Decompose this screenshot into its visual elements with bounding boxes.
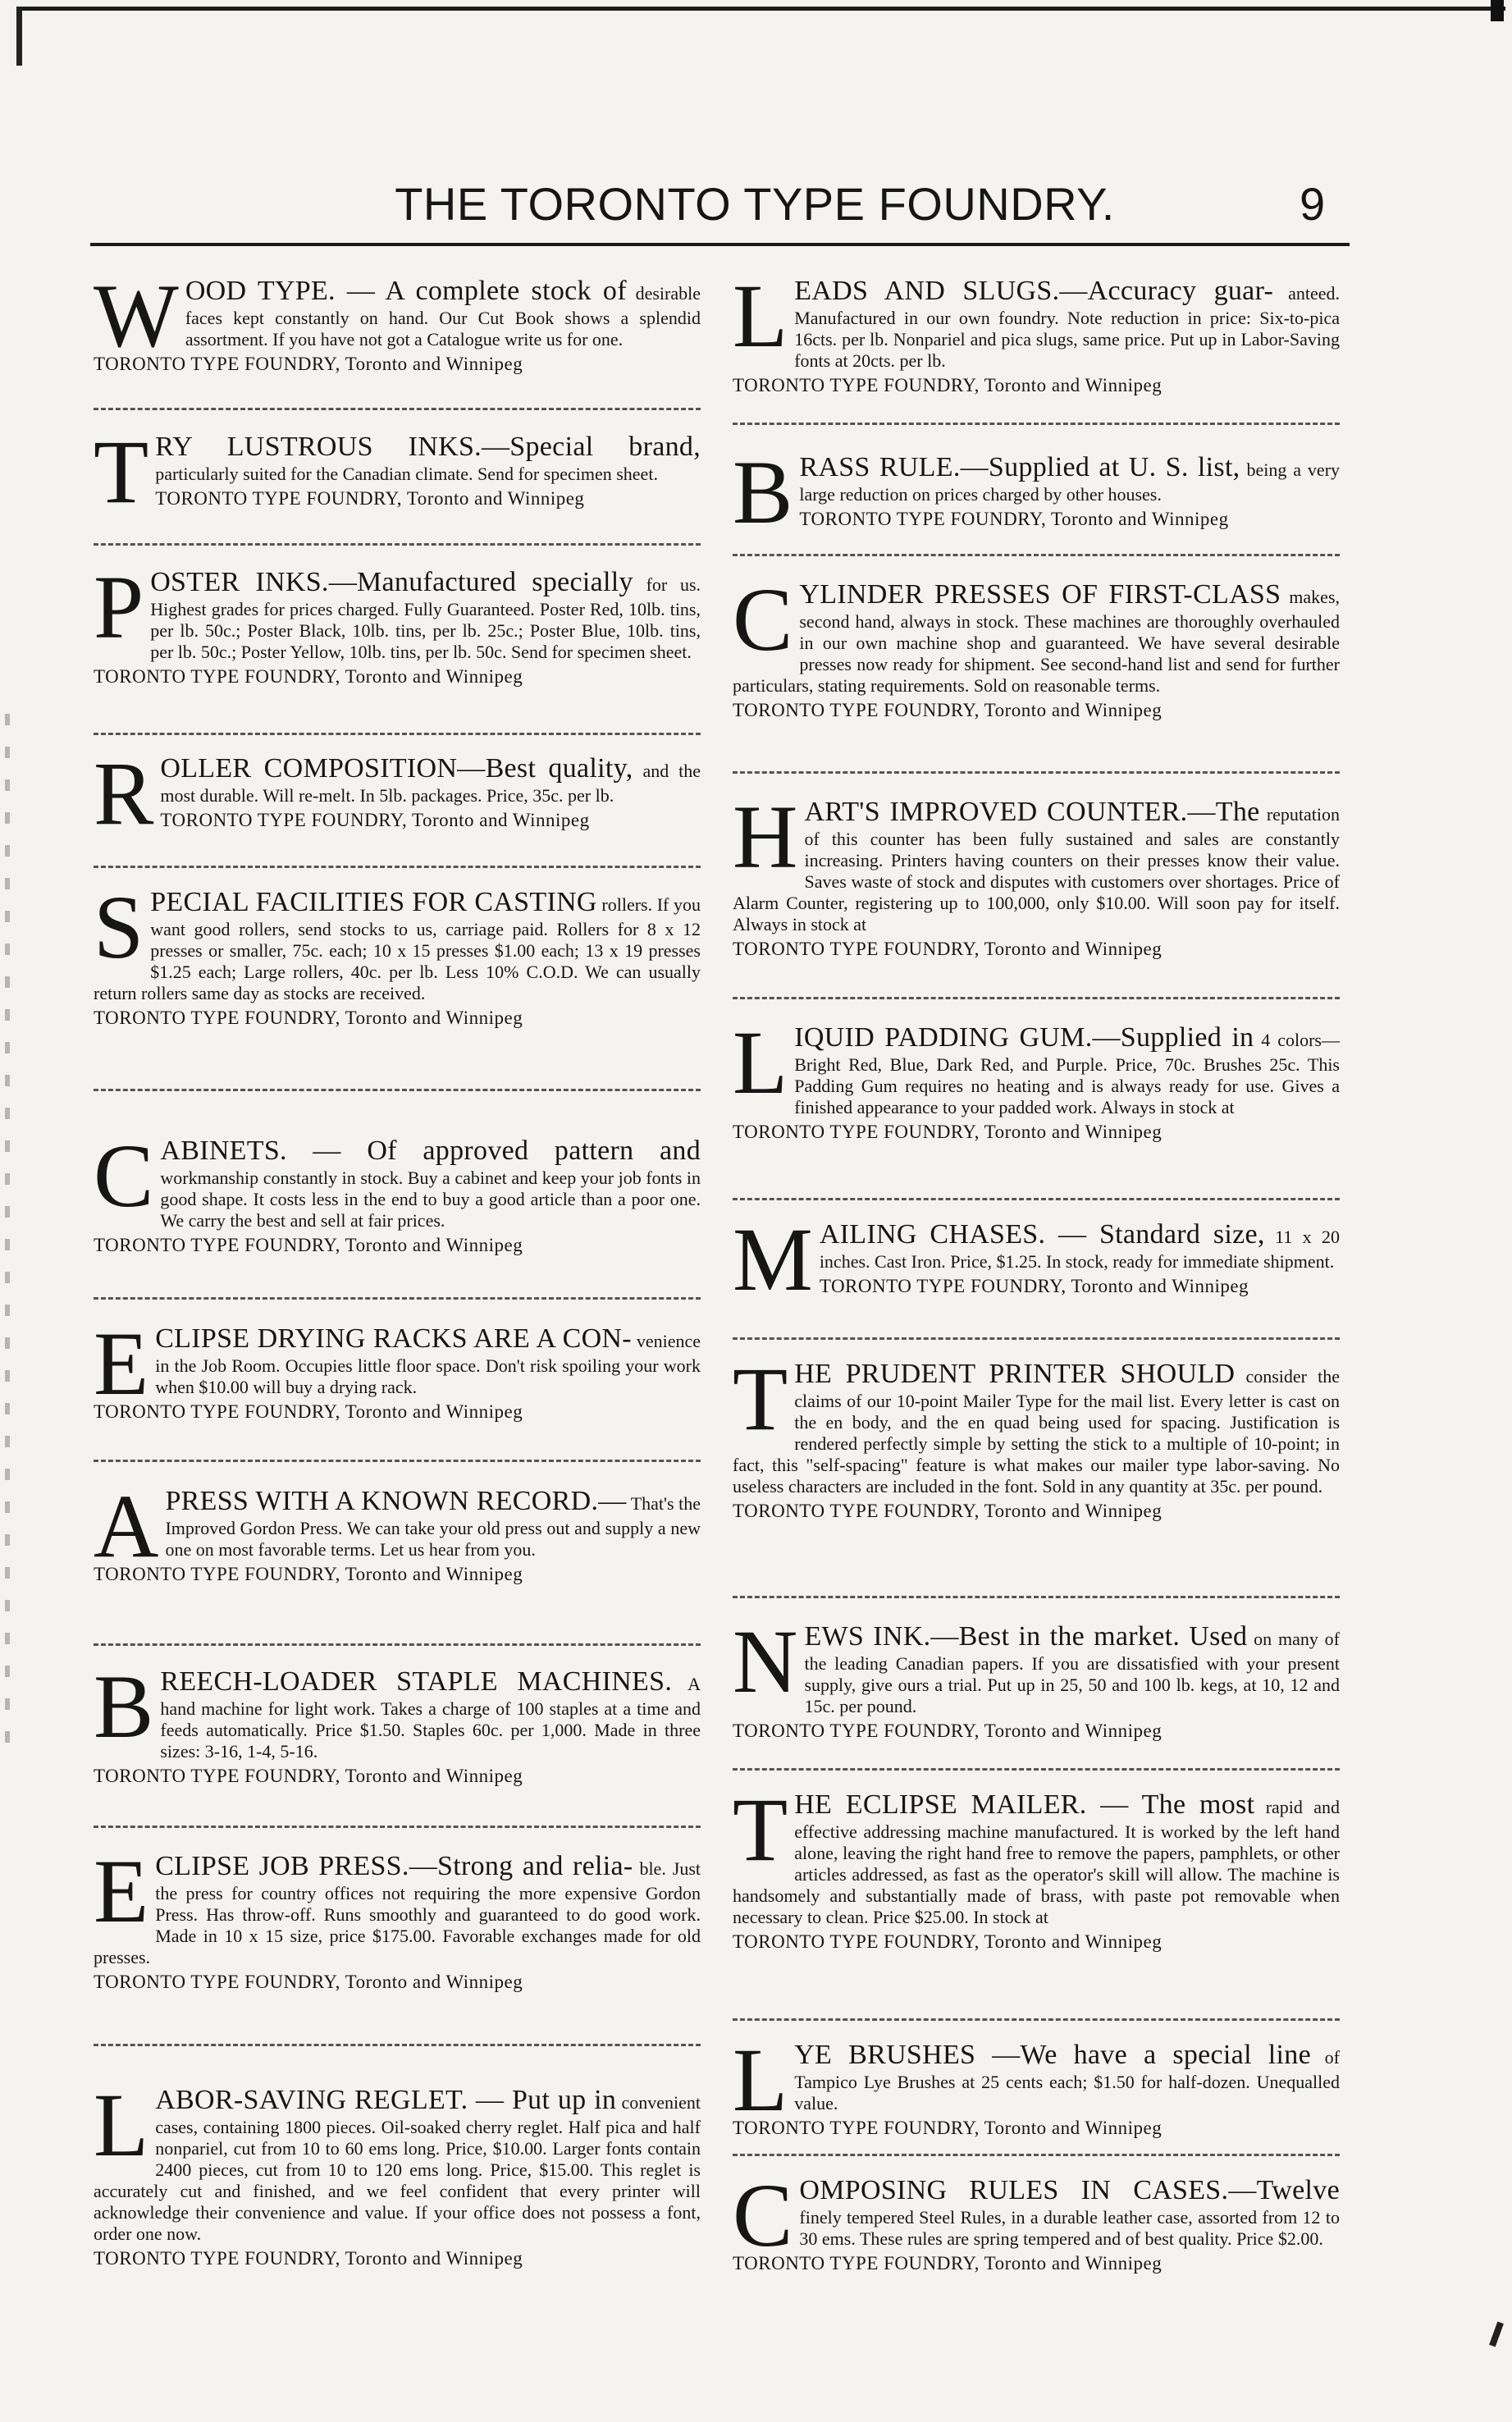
drop-cap: B <box>733 442 793 542</box>
ad-heading: YLINDER PRESSES OF FIRST-CLASS <box>799 579 1281 610</box>
ad-eclipse-mailer <box>733 1780 1341 1953</box>
ad-divider <box>94 408 701 410</box>
ad-known-record-press <box>94 1476 701 1585</box>
ad-signature: TORONTO TYPE FOUNDRY, Toronto and Winnipeg <box>94 1234 523 1255</box>
ad-heading: YE BRUSHES —We have a special line <box>794 2040 1311 2070</box>
ad-divider <box>94 2044 701 2046</box>
ad-cabinets <box>94 1126 701 1256</box>
ad-divider <box>94 1460 701 1462</box>
ad-heading: RASS RULE.—Supplied at U. S. list, <box>799 452 1240 482</box>
ad-eclipse-job-press <box>94 1841 701 1993</box>
ad-divider <box>733 1596 1340 1598</box>
top-border-rule <box>16 7 1505 11</box>
ad-signature: TORONTO TYPE FOUNDRY, Toronto and Winnipeg <box>733 938 1163 959</box>
ad-signature: TORONTO TYPE FOUNDRY, Toronto and Winnipeg <box>733 1931 1163 1952</box>
drop-cap: P <box>94 557 144 657</box>
ad-liquid-padding-gum <box>733 1012 1340 1143</box>
ad-text: A hand machine for light work. Takes a charge of 100 staples at a time and feeds automatically. Price $1.50. Staples 60c. per 1,000. Made in three sizes: 3-16, 1-4, 5-16. <box>160 1674 701 1762</box>
drop-cap: T <box>94 422 149 522</box>
ad-signature: TORONTO TYPE FOUNDRY, Toronto and Winnipeg <box>819 1276 1249 1297</box>
ad-signature: TORONTO TYPE FOUNDRY, Toronto and Winnipeg <box>94 665 523 687</box>
ad-divider <box>733 1198 1340 1200</box>
ad-divider <box>733 771 1340 774</box>
ad-casting-facilities <box>94 877 701 1029</box>
drop-cap: L <box>733 1012 788 1113</box>
ad-signature: TORONTO TYPE FOUNDRY, Toronto and Winnipeg <box>733 2253 1163 2274</box>
top-border-end-mark <box>1491 0 1504 21</box>
ad-divider <box>94 733 701 735</box>
ad-signature: TORONTO TYPE FOUNDRY, Toronto and Winnipeg <box>94 1765 523 1786</box>
drop-cap: A <box>94 1476 159 1576</box>
ad-signature: TORONTO TYPE FOUNDRY, Toronto and Winnipeg <box>733 1500 1163 1521</box>
ad-signature: TORONTO TYPE FOUNDRY, Toronto and Winnipeg <box>94 354 523 375</box>
ad-heading: HE PRUDENT PRINTER SHOULD <box>794 1359 1236 1389</box>
ad-text: workmanship constantly in stock. Buy a cabinet and keep your job fonts in good shape. It costs less in the end to buy a good article than a poor one. We carry the best and sell at fair prices. <box>160 1168 701 1232</box>
drop-cap: N <box>733 1611 798 1711</box>
ad-leads-and-slugs <box>733 266 1341 396</box>
ad-signature: TORONTO TYPE FOUNDRY, Toronto and Winnipeg <box>799 509 1229 530</box>
ad-text: convenient cases, containing 1800 pieces. Oil-soaked cherry reglet. Half pica and half nonpariel, cut from 10 to 60 ems long. Price, $10.00. Larger fonts contain 2400 pieces, cut from 10 to 120 ems long. Price, $15.00. This reglet is accurately cut and finished, and we feel confident that every printer will acknowledge their convenience and value. If your office does not possess a font, order one now. <box>94 2092 701 2244</box>
ad-roller-composition <box>94 743 701 843</box>
ad-heading: CLIPSE DRYING RACKS ARE A CON- <box>155 1323 632 1354</box>
ad-heading: RY LUSTROUS INKS.—Special brand, <box>155 432 701 462</box>
ad-divider <box>94 866 701 868</box>
drop-cap: T <box>733 1780 788 1880</box>
ad-signature: TORONTO TYPE FOUNDRY, Toronto and Winnipeg <box>155 488 585 510</box>
margin-speck-right <box>1489 2322 1504 2347</box>
ad-composing-rules <box>733 2165 1340 2274</box>
ad-poster-inks <box>94 557 701 688</box>
ad-divider <box>94 1643 701 1646</box>
ad-signature: TORONTO TYPE FOUNDRY, Toronto and Winnipeg <box>160 810 590 831</box>
ad-signature: TORONTO TYPE FOUNDRY, Toronto and Winnipeg <box>733 2118 1163 2139</box>
header-rule <box>90 243 1350 246</box>
ad-signature: TORONTO TYPE FOUNDRY, Toronto and Winnipeg <box>94 1971 523 1992</box>
ad-heading: ABINETS. — Of approved pattern and <box>160 1136 701 1166</box>
drop-cap: C <box>94 1126 154 1226</box>
ad-text: anteed. Manufactured in our own foundry. Note reduction in price: Six-to-pica 16cts. per lb. Nonpariel and pica slugs, same price. Put up in Labor-Saving fonts at 20cts. per lb. <box>794 283 1341 372</box>
ad-text: 4 colors—Bright Red, Blue, Dark Red, and Purple. Price, 70c. Brushes 25c. This Padding Gum requires no heating and is always ready for use. Gives a finished appearance to your padded work. Always in stock at <box>794 1030 1340 1118</box>
ad-signature: TORONTO TYPE FOUNDRY, Toronto and Winnipeg <box>733 374 1163 395</box>
drop-cap: T <box>733 1349 788 1449</box>
ad-lustrous-inks <box>94 422 701 522</box>
ad-prudent-printer <box>733 1349 1341 1522</box>
ad-text: 11 x 20 inches. Cast Iron. Price, $1.25. In stock, ready for immediate shipment. <box>819 1227 1341 1273</box>
ad-signature: TORONTO TYPE FOUNDRY, Toronto and Winnipeg <box>94 1401 523 1423</box>
drop-cap: C <box>733 569 793 669</box>
ad-divider <box>733 1337 1340 1340</box>
ad-heading: HE ECLIPSE MAILER. — The most <box>794 1789 1255 1820</box>
ad-signature: TORONTO TYPE FOUNDRY, Toronto and Winnipeg <box>94 1007 523 1028</box>
drop-cap: R <box>94 743 154 843</box>
drop-cap: M <box>733 1209 813 1309</box>
ad-text: for us. Highest grades for prices charged. Fully Guaranteed. Poster Red, 10lb. tins, per lb. 50c.; Poster Black, 10lb. tins, per lb. 25c.; Poster Blue, 10lb. tins, per lb. 50c.; Poster Yellow, 10lb. tins, per lb. 50c. Send for specimen sheet. <box>150 574 701 663</box>
ad-labor-saving-reglet <box>94 2075 701 2269</box>
ad-lye-brushes <box>733 2030 1340 2139</box>
ad-heading: PECIAL FACILITIES FOR CASTING <box>150 887 597 917</box>
ad-text: particularly suited for the Canadian climate. Send for specimen sheet. <box>155 464 658 485</box>
ad-heading: OLLER COMPOSITION—Best quality, <box>160 753 633 784</box>
ad-signature: TORONTO TYPE FOUNDRY, Toronto and Winnipeg <box>733 1121 1163 1142</box>
page-number: 9 <box>1300 178 1326 230</box>
margin-specks <box>5 714 10 1748</box>
ad-heading: ABOR-SAVING REGLET. — Put up in <box>155 2085 617 2115</box>
ad-harts-counter <box>733 787 1341 960</box>
ad-text: being a very large reduction on prices charged by other houses. <box>799 459 1341 505</box>
drop-cap: E <box>94 1841 149 1941</box>
drop-cap: W <box>94 266 179 366</box>
ad-divider <box>733 423 1340 425</box>
ad-divider <box>733 2154 1340 2156</box>
drop-cap: B <box>94 1657 154 1757</box>
drop-cap: L <box>733 2030 788 2130</box>
ad-divider <box>94 1826 701 1828</box>
ad-signature: TORONTO TYPE FOUNDRY, Toronto and Winnipeg <box>733 699 1163 720</box>
ad-text: consider the claims of our 10-point Mailer Type for the mail list. Every letter is cast on the en body, and the en quad being used for spacing. Justification is rendered perfectly simple by setting the stick to a multiple of 10-point; in fact, this "self-spacing" feature is what makes our mailer type labor-saving. No useless characters are included in the font. Sold in any quantity at 35c. per pound. <box>733 1366 1341 1497</box>
ad-heading: OSTER INKS.—Manufactured specially <box>150 567 633 597</box>
ad-text: rollers. If you want good rollers, send stocks to us, carriage paid. Rollers for 8 x 12 presses or smaller, 75c. each; 10 x 15 presses $1.00 each; 13 x 19 presses $1.25 each; Large rollers, 40c. per lb. Less 10% C.O.D. We can usually return rollers same day as stocks are received. <box>94 894 701 1003</box>
ad-text: and the most durable. Will re-melt. In 5lb. packages. Price, 35c. per lb. <box>160 761 701 807</box>
page-title: THE TORONTO TYPE FOUNDRY. <box>395 178 1115 230</box>
ad-signature: TORONTO TYPE FOUNDRY, Toronto and Winnipeg <box>94 1564 523 1585</box>
ad-divider <box>733 1768 1340 1771</box>
ad-text: ble. Just the press for country offices not requiring the more expensive Gordon Press. Has throw-off. Runs smoothly and guaranteed to do good work. Made in 10 x 15 size, price $175.00. Favorable exchanges made for old presses. <box>94 1858 701 1967</box>
ad-heading: OOD TYPE. — A complete stock of <box>185 276 627 306</box>
ad-heading: OMPOSING RULES IN CASES.—Twelve <box>799 2175 1340 2205</box>
ad-staple-machines <box>94 1657 701 1787</box>
ad-signature: TORONTO TYPE FOUNDRY, Toronto and Winnipeg <box>94 2247 523 2269</box>
drop-cap: E <box>94 1314 149 1414</box>
ad-heading: REECH-LOADER STAPLE MACHINES. <box>160 1666 673 1697</box>
margin-mark <box>16 7 22 66</box>
ad-text: venience in the Job Room. Occupies little floor space. Don't risk spoiling your work when $10.00 will buy a drying rack. <box>155 1331 701 1398</box>
ad-text: reputation of this counter has been fully sustained and sales are constantly increasing. Printers having counters on their presses know their value. Saves waste of stock and disputes with customers over shortages. Price of Alarm Counter, registering up to 100,000, only $10.00. Will soon pay for itself. Always in stock at <box>733 804 1341 935</box>
ad-news-ink <box>733 1611 1341 1742</box>
ad-text: makes, second hand, always in stock. These machines are thoroughly overhauled in our own machine shop and guaranteed. We have several desirable presses now ready for shipment. See second-hand list and send for further particulars, stating requirements. Sold on reasonable terms. <box>733 587 1340 696</box>
ad-eclipse-drying-racks <box>94 1314 701 1423</box>
ad-cylinder-presses <box>733 569 1340 721</box>
drop-cap: S <box>94 877 144 977</box>
ad-brass-rule <box>733 442 1341 542</box>
ad-heading: IQUID PADDING GUM.—Supplied in <box>794 1022 1254 1053</box>
ad-text: rapid and effective addressing machine manufactured. It is worked by the left hand alone, leaving the right hand free to remove the papers, pamphlets, or other articles addressed, as fast as the operator's skill will allow. The machine is handsomely and substantially made of brass, with paste pot removable when necessary to clean. Price $25.00. In stock at <box>733 1797 1341 1927</box>
drop-cap: C <box>733 2165 793 2265</box>
ad-heading: AILING CHASES. — Standard size, <box>819 1219 1265 1250</box>
ad-heading: EWS INK.—Best in the market. Used <box>804 1621 1248 1652</box>
ad-text: on many of the leading Canadian papers. If you are dissatisfied with your present supply, give ours a trial. Put up in 25, 50 and 100 lb. kegs, at 10, 12 and 15c. per pound. <box>804 1629 1341 1717</box>
ad-divider <box>94 1089 701 1091</box>
drop-cap: H <box>733 787 798 887</box>
ad-text: desirable faces kept constantly on hand. Our Cut Book shows a splendid assortment. If you have not got a Catalogue write us for one. <box>185 283 701 350</box>
ad-heading: CLIPSE JOB PRESS.—Strong and relia- <box>155 1851 633 1881</box>
ad-divider <box>94 543 701 546</box>
ad-heading: ART'S IMPROVED COUNTER.—The <box>804 797 1260 827</box>
ad-text: finely tempered Steel Rules, in a durable leather case, assorted from 12 to 30 ems. These rules are spring tempered and of best quality. Price $2.00. <box>799 2207 1340 2250</box>
ad-mailing-chases <box>733 1209 1341 1309</box>
drop-cap: L <box>94 2075 149 2175</box>
ad-heading: EADS AND SLUGS.—Accuracy guar- <box>794 276 1274 306</box>
ad-heading: PRESS WITH A KNOWN RECORD.— <box>165 1486 627 1516</box>
ad-divider <box>94 1297 701 1300</box>
ad-text: That's the Improved Gordon Press. We can take your old press out and supply a new one on most favorable terms. Let us hear from you. <box>165 1493 701 1561</box>
ad-divider <box>733 2018 1340 2021</box>
ad-divider <box>733 554 1340 556</box>
drop-cap: L <box>733 266 788 366</box>
ad-wood-type <box>94 266 701 375</box>
ad-signature: TORONTO TYPE FOUNDRY, Toronto and Winnipeg <box>733 1720 1163 1741</box>
ad-divider <box>733 997 1340 999</box>
ad-text: of Tampico Lye Brushes at 25 cents each; $1.50 for half-dozen. Unequalled value. <box>794 2047 1340 2114</box>
